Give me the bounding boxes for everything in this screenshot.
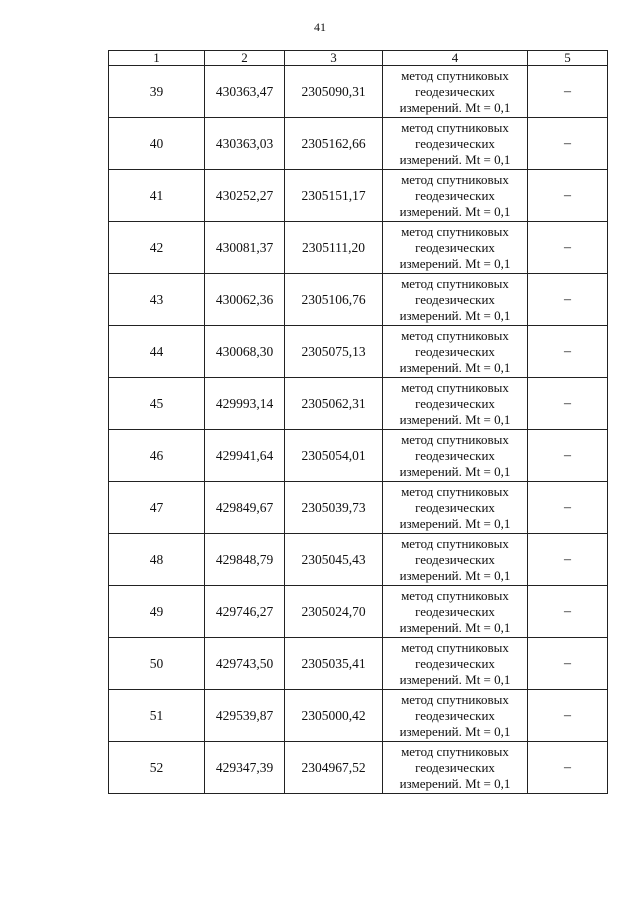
x-coordinate-cell: 429743,50 bbox=[205, 638, 285, 690]
method-text-line: измерений. Mt = 0,1 bbox=[399, 411, 511, 427]
table-row bbox=[109, 690, 608, 742]
method-text-line: метод спутниковых bbox=[401, 535, 509, 551]
y-coordinate-cell: 2305062,31 bbox=[285, 378, 383, 430]
method-text-line: геодезических bbox=[415, 343, 495, 359]
method-cell bbox=[383, 274, 528, 326]
method-text-line: измерений. Mt = 0,1 bbox=[399, 151, 511, 167]
point-number-cell: 52 bbox=[109, 742, 205, 794]
point-number-cell: 41 bbox=[109, 170, 205, 222]
column-5-cell bbox=[528, 274, 608, 326]
method-text-line: измерений. Mt = 0,1 bbox=[399, 619, 511, 635]
method-text-line: метод спутниковых bbox=[401, 587, 509, 603]
table-row bbox=[109, 638, 608, 690]
x-coordinate-cell: 429746,27 bbox=[205, 586, 285, 638]
method-cell bbox=[383, 170, 528, 222]
table-row bbox=[109, 378, 608, 430]
point-number-cell: 51 bbox=[109, 690, 205, 742]
point-number-cell: 49 bbox=[109, 586, 205, 638]
page-number: 41 bbox=[314, 20, 326, 34]
method-text-line: измерений. Mt = 0,1 bbox=[399, 203, 511, 219]
method-text-line: геодезических bbox=[415, 551, 495, 567]
y-coordinate-cell: 2305151,17 bbox=[285, 170, 383, 222]
y-coordinate-cell: 2305045,43 bbox=[285, 534, 383, 586]
method-cell bbox=[383, 326, 528, 378]
dash-value: – bbox=[564, 760, 571, 775]
column-header-1: 1 bbox=[109, 51, 205, 66]
y-coordinate-cell: 2305075,13 bbox=[285, 326, 383, 378]
column-5-cell bbox=[528, 430, 608, 482]
table-row bbox=[109, 482, 608, 534]
method-cell bbox=[383, 66, 528, 118]
method-text-line: метод спутниковых bbox=[401, 67, 509, 83]
column-5-cell bbox=[528, 222, 608, 274]
method-cell bbox=[383, 638, 528, 690]
method-text-line: метод спутниковых bbox=[401, 327, 509, 343]
dash-value: – bbox=[564, 708, 571, 723]
point-number-cell: 48 bbox=[109, 534, 205, 586]
column-5-cell bbox=[528, 742, 608, 794]
dash-value: – bbox=[564, 656, 571, 671]
y-coordinate-cell: 2305106,76 bbox=[285, 274, 383, 326]
table-row bbox=[109, 170, 608, 222]
method-text-line: измерений. Mt = 0,1 bbox=[399, 515, 511, 531]
y-coordinate-cell: 2305054,01 bbox=[285, 430, 383, 482]
method-cell bbox=[383, 222, 528, 274]
table-row bbox=[109, 430, 608, 482]
point-number-cell: 47 bbox=[109, 482, 205, 534]
point-number-cell: 43 bbox=[109, 274, 205, 326]
method-text-line: измерений. Mt = 0,1 bbox=[399, 671, 511, 687]
method-cell bbox=[383, 378, 528, 430]
dash-value: – bbox=[564, 188, 571, 203]
table-row bbox=[109, 222, 608, 274]
column-5-cell bbox=[528, 118, 608, 170]
column-header-5: 5 bbox=[528, 51, 608, 66]
method-text-line: измерений. Mt = 0,1 bbox=[399, 463, 511, 479]
method-text-line: метод спутниковых bbox=[401, 223, 509, 239]
table-row bbox=[109, 534, 608, 586]
table-row bbox=[109, 274, 608, 326]
dash-value: – bbox=[564, 396, 571, 411]
x-coordinate-cell: 429941,64 bbox=[205, 430, 285, 482]
point-number-cell: 44 bbox=[109, 326, 205, 378]
y-coordinate-cell: 2305000,42 bbox=[285, 690, 383, 742]
column-5-cell bbox=[528, 326, 608, 378]
method-text-line: геодезических bbox=[415, 499, 495, 515]
method-text-line: измерений. Mt = 0,1 bbox=[399, 359, 511, 375]
method-text-line: метод спутниковых bbox=[401, 743, 509, 759]
method-text-line: метод спутниковых bbox=[401, 431, 509, 447]
y-coordinate-cell: 2305035,41 bbox=[285, 638, 383, 690]
method-cell bbox=[383, 118, 528, 170]
column-5-cell bbox=[528, 66, 608, 118]
method-text-line: измерений. Mt = 0,1 bbox=[399, 723, 511, 739]
method-text-line: геодезических bbox=[415, 135, 495, 151]
dash-value: – bbox=[564, 136, 571, 151]
y-coordinate-cell: 2305162,66 bbox=[285, 118, 383, 170]
column-5-cell bbox=[528, 170, 608, 222]
method-text-line: измерений. Mt = 0,1 bbox=[399, 775, 511, 791]
method-text-line: метод спутниковых bbox=[401, 639, 509, 655]
dash-value: – bbox=[564, 448, 571, 463]
x-coordinate-cell: 429347,39 bbox=[205, 742, 285, 794]
x-coordinate-cell: 430252,27 bbox=[205, 170, 285, 222]
table-row bbox=[109, 742, 608, 794]
table-row bbox=[109, 586, 608, 638]
column-header-2: 2 bbox=[205, 51, 285, 66]
table-row bbox=[109, 118, 608, 170]
method-text-line: измерений. Mt = 0,1 bbox=[399, 567, 511, 583]
method-cell bbox=[383, 534, 528, 586]
method-text-line: геодезических bbox=[415, 187, 495, 203]
method-text-line: геодезических bbox=[415, 447, 495, 463]
column-5-cell bbox=[528, 638, 608, 690]
point-number-cell: 46 bbox=[109, 430, 205, 482]
x-coordinate-cell: 430081,37 bbox=[205, 222, 285, 274]
method-text-line: геодезических bbox=[415, 239, 495, 255]
method-text-line: геодезических bbox=[415, 83, 495, 99]
method-text-line: геодезических bbox=[415, 707, 495, 723]
x-coordinate-cell: 429848,79 bbox=[205, 534, 285, 586]
column-header-3: 3 bbox=[285, 51, 383, 66]
header-row bbox=[109, 51, 608, 66]
dash-value: – bbox=[564, 344, 571, 359]
method-text-line: метод спутниковых bbox=[401, 171, 509, 187]
method-cell bbox=[383, 742, 528, 794]
column-5-cell bbox=[528, 586, 608, 638]
method-text-line: измерений. Mt = 0,1 bbox=[399, 255, 511, 271]
point-number-cell: 42 bbox=[109, 222, 205, 274]
method-text-line: геодезических bbox=[415, 603, 495, 619]
table-row bbox=[109, 326, 608, 378]
point-number-cell: 45 bbox=[109, 378, 205, 430]
method-cell bbox=[383, 586, 528, 638]
point-number-cell: 40 bbox=[109, 118, 205, 170]
dash-value: – bbox=[564, 240, 571, 255]
method-text-line: геодезических bbox=[415, 655, 495, 671]
column-5-cell bbox=[528, 378, 608, 430]
method-cell bbox=[383, 690, 528, 742]
method-text-line: геодезических bbox=[415, 291, 495, 307]
column-5-cell bbox=[528, 482, 608, 534]
y-coordinate-cell: 2305090,31 bbox=[285, 66, 383, 118]
method-text-line: метод спутниковых bbox=[401, 691, 509, 707]
column-5-cell bbox=[528, 534, 608, 586]
dash-value: – bbox=[564, 84, 571, 99]
y-coordinate-cell: 2305024,70 bbox=[285, 586, 383, 638]
x-coordinate-cell: 430062,36 bbox=[205, 274, 285, 326]
y-coordinate-cell: 2304967,52 bbox=[285, 742, 383, 794]
coordinates-table bbox=[108, 50, 608, 794]
method-text-line: измерений. Mt = 0,1 bbox=[399, 307, 511, 323]
x-coordinate-cell: 429539,87 bbox=[205, 690, 285, 742]
y-coordinate-cell: 2305111,20 bbox=[285, 222, 383, 274]
x-coordinate-cell: 429849,67 bbox=[205, 482, 285, 534]
method-text-line: метод спутниковых bbox=[401, 119, 509, 135]
method-text-line: метод спутниковых bbox=[401, 483, 509, 499]
x-coordinate-cell: 430363,03 bbox=[205, 118, 285, 170]
table-row bbox=[109, 66, 608, 118]
x-coordinate-cell: 430068,30 bbox=[205, 326, 285, 378]
method-text-line: метод спутниковых bbox=[401, 379, 509, 395]
point-number-cell: 50 bbox=[109, 638, 205, 690]
x-coordinate-cell: 430363,47 bbox=[205, 66, 285, 118]
method-text-line: метод спутниковых bbox=[401, 275, 509, 291]
dash-value: – bbox=[564, 292, 571, 307]
x-coordinate-cell: 429993,14 bbox=[205, 378, 285, 430]
method-cell bbox=[383, 482, 528, 534]
method-cell bbox=[383, 430, 528, 482]
column-header-4: 4 bbox=[383, 51, 528, 66]
column-5-cell bbox=[528, 690, 608, 742]
method-text-line: геодезических bbox=[415, 395, 495, 411]
dash-value: – bbox=[564, 552, 571, 567]
dash-value: – bbox=[564, 500, 571, 515]
y-coordinate-cell: 2305039,73 bbox=[285, 482, 383, 534]
method-text-line: измерений. Mt = 0,1 bbox=[399, 99, 511, 115]
dash-value: – bbox=[564, 604, 571, 619]
method-text-line: геодезических bbox=[415, 759, 495, 775]
point-number-cell: 39 bbox=[109, 66, 205, 118]
